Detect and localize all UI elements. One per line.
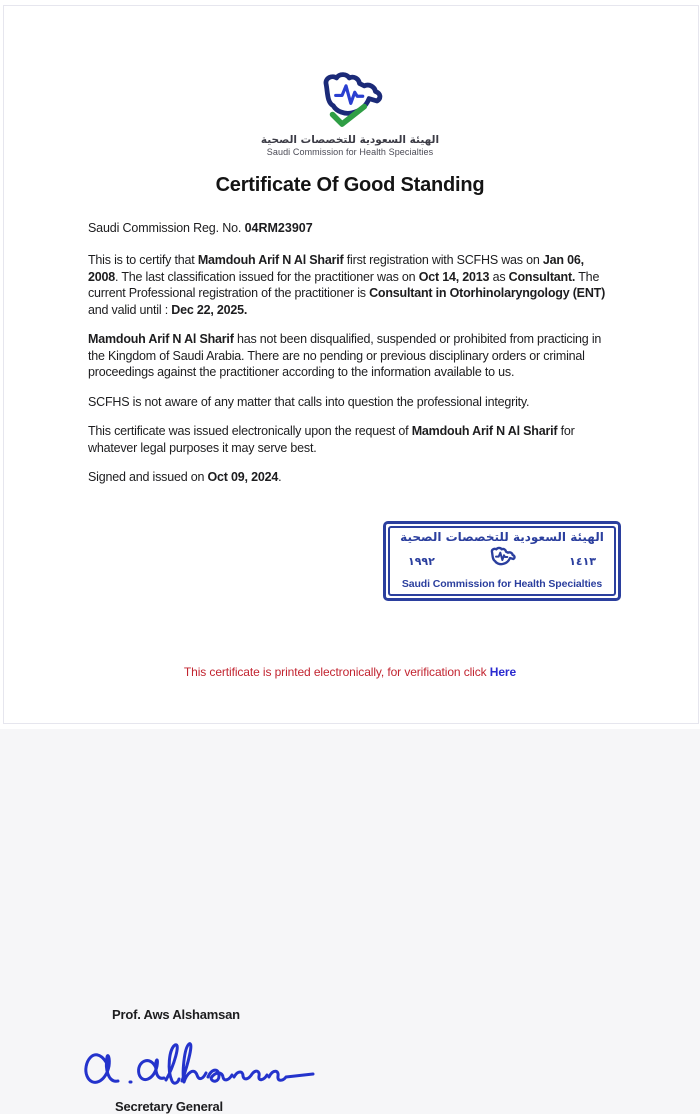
verification-here-link[interactable]: Here [489,665,517,679]
official-stamp [383,521,621,601]
signer-name: Prof. Aws Alshamsan [112,1007,240,1022]
logo-arabic-name: الهيئة السعودية للتخصصات الصحية [260,134,440,146]
stamp-inner-border [388,526,616,596]
certificate-title: Certificate Of Good Standing [215,174,485,196]
stamp-year-hijri: ١٤١٣ [569,555,596,568]
scfhs-map-pulse-check-icon [310,70,390,132]
logo-english-name: Saudi Commission for Health Specialties [266,147,434,157]
header-logo-block [0,0,700,158]
paragraph-issued-electronically: This certificate was issued electronically upon the request of Mamdouh Arif N Al Sharif for whatever legal purposes it may serve best. [88,424,575,455]
verification-footer [0,665,700,679]
stamp-year-gregorian: ١٩٩٢ [408,555,435,568]
stamp-english-title: Saudi Commission for Health Specialties [401,578,603,590]
registration-number: 04RM23907 [244,221,313,235]
stamp-map-pulse-icon [484,546,520,577]
stamp-middle-row [394,546,610,577]
certificate-body [0,221,700,486]
paragraph-signed-date: Signed and issued on Oct 09, 2024. [88,470,282,484]
handwritten-signature-icon [80,1038,320,1105]
paragraph-integrity: SCFHS is not aware of any matter that calls into question the professional integrity. [88,394,530,409]
stamp-arabic-title: الهيئة السعودية للتخصصات الصحية [400,530,604,544]
signer-role: Secretary General [115,1099,223,1114]
registration-label: Saudi Commission Reg. No. [88,221,245,235]
paragraph-registration-history: This is to certify that Mamdouh Arif N Al Sharif first registration with SCFHS was on Jan 06, 2008. The last classification issued for the practitioner was on Oct 14, 2013 as Consultant. The current Professional registration of the practitioner is Consultant in Otorhinolaryngology (ENT) and valid until : Dec 22, 2025. [88,253,606,317]
registration-number-line [88,221,612,235]
paragraph-good-standing: Mamdouh Arif N Al Sharif has not been disqualified, suspended or prohibited from practicing in the Kingdom of Saudi Arabia. There are no pending or previous disciplinary orders or criminal proceedings against the practitioner according to the information available to us. [88,332,602,379]
verification-text: This certificate is printed electronically, for verification click [183,665,490,679]
